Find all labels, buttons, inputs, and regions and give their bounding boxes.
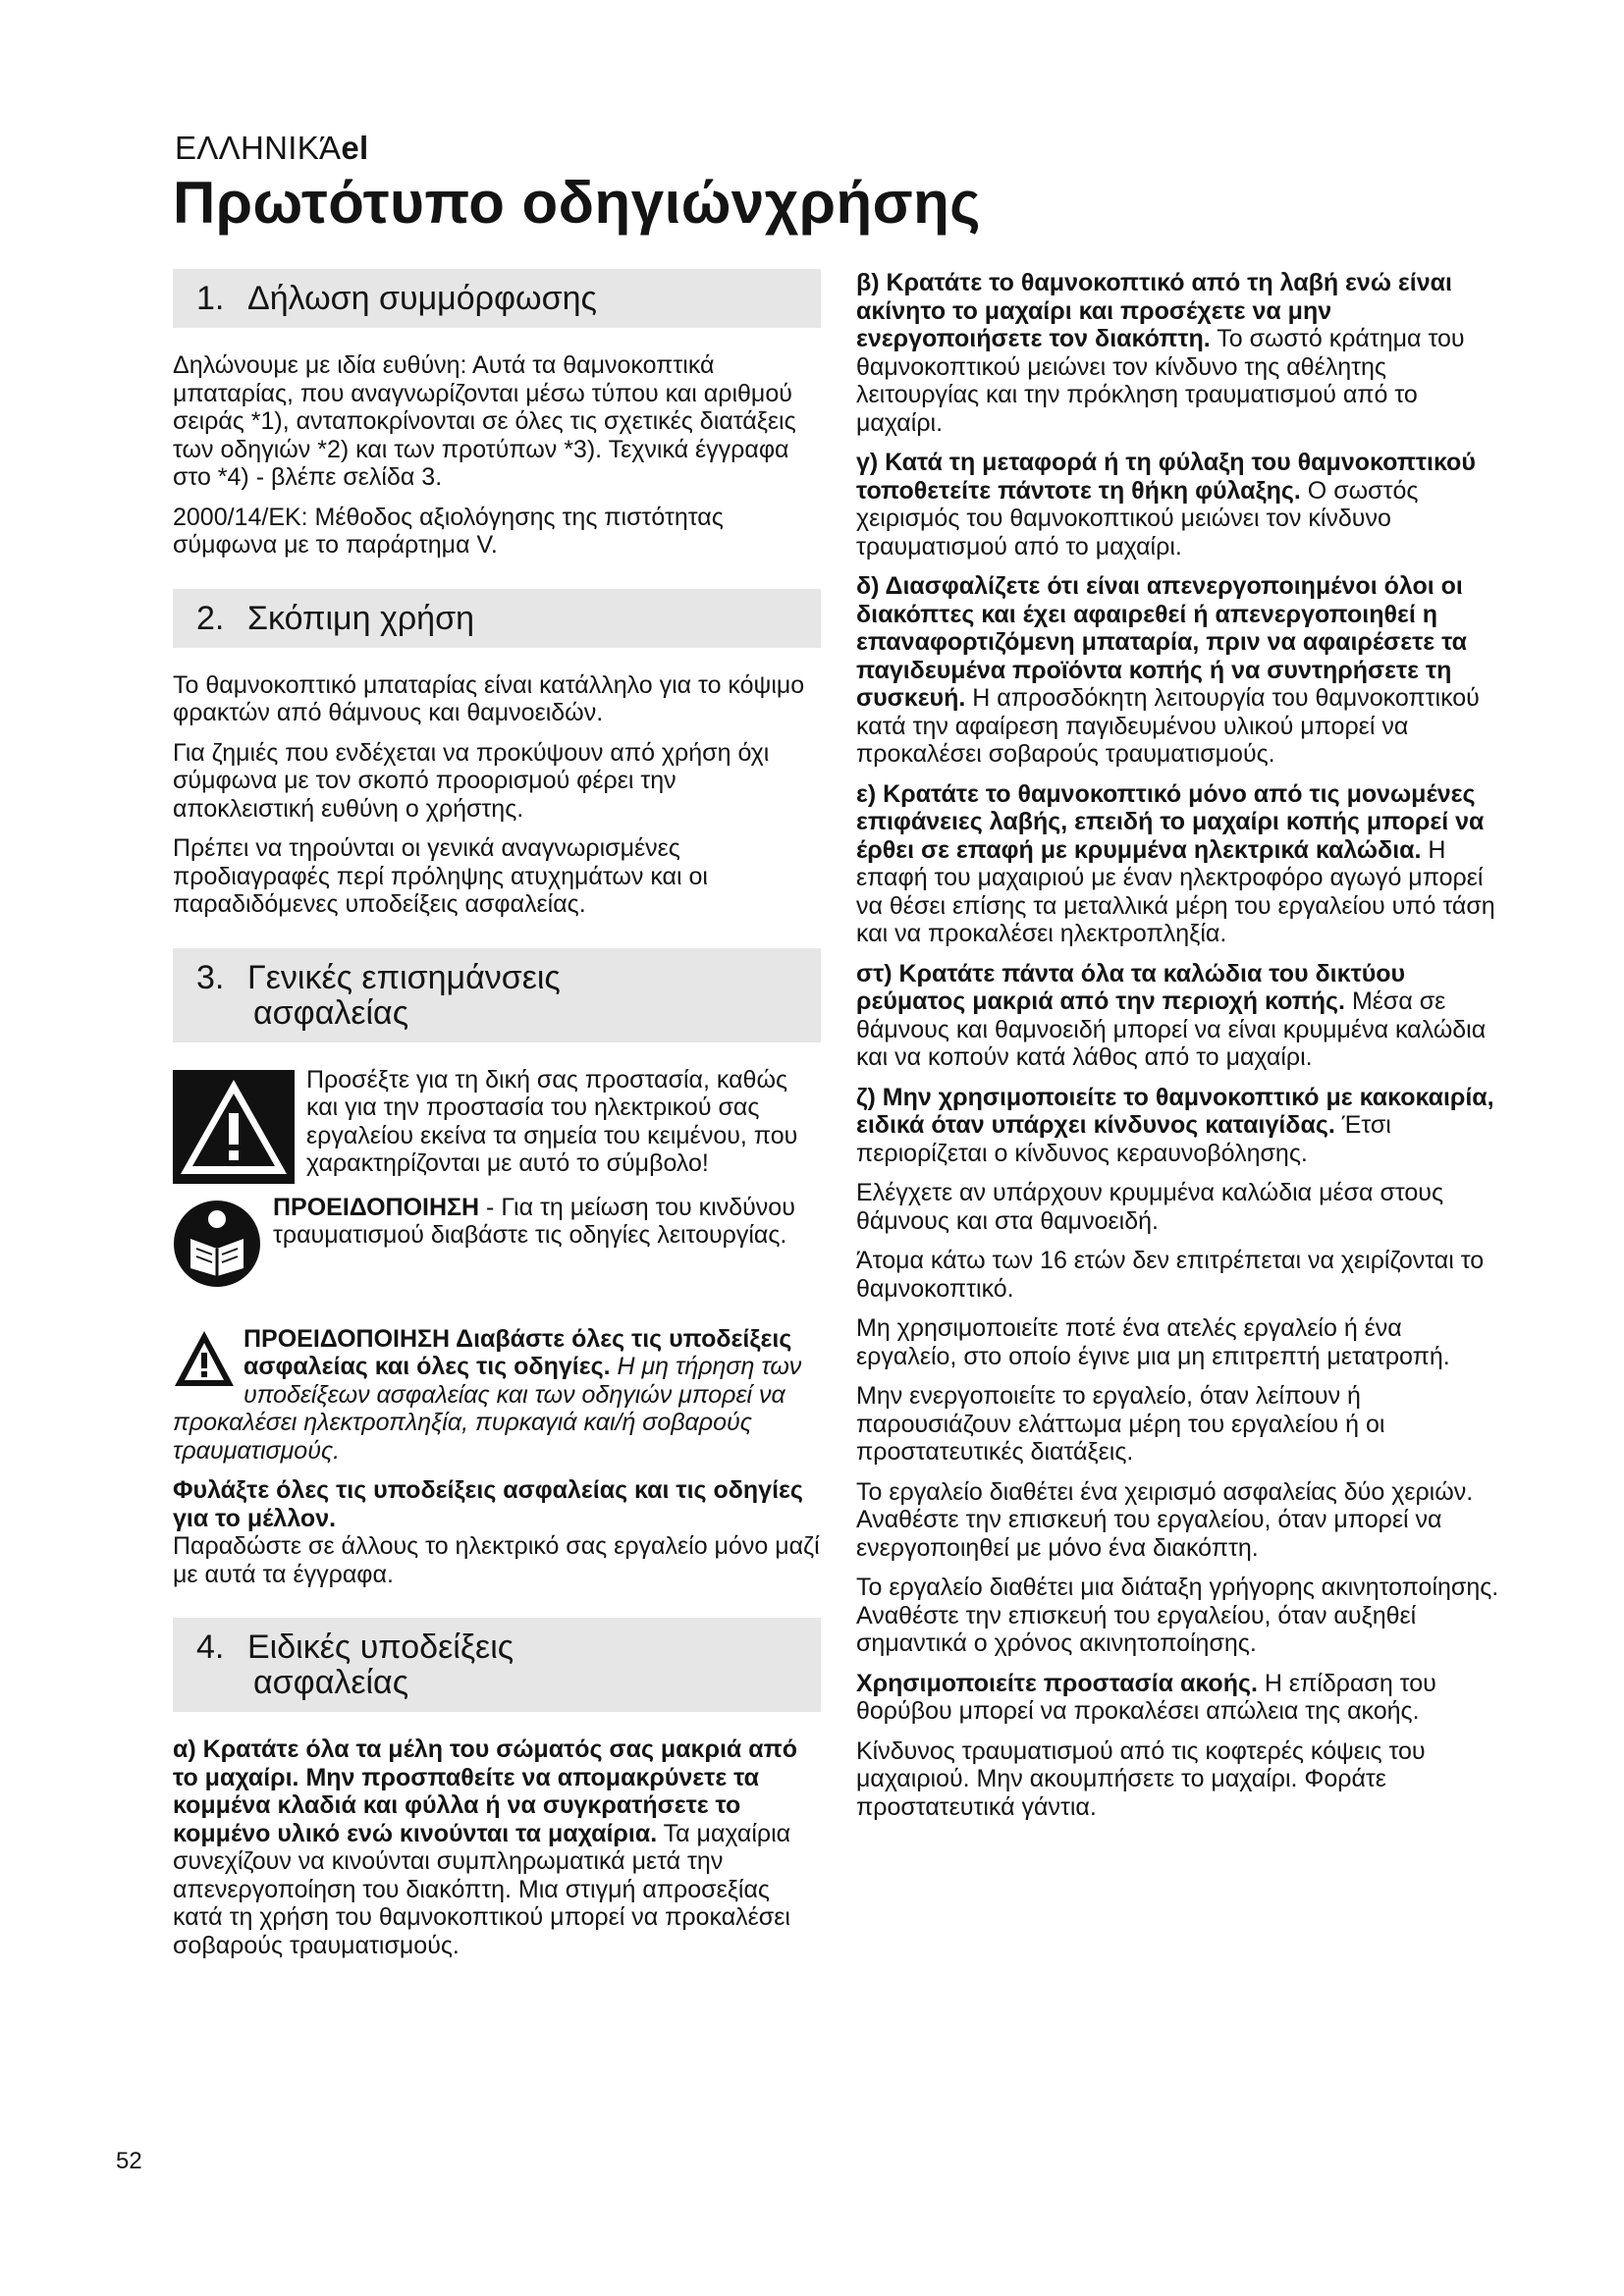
safety-item-d: δ) Διασφαλίζετε ότι είναι απενεργοποιημένοι όλοι οι διακόπτες και έχει αφαιρεθεί ή απενεργοποιηθεί η επαναφορτιζόμενη μπαταρία, πριν να αφαιρέσετε τα παγιδευμένα προϊόντα κοπής ή να συντηρήσετε τη συσκευή. Η απροσδόκητη λειτουργία του θαμνοκοπτικού κατά την αφαίρεση παγιδευμένου υλικού μπορεί να προκαλέσει σοβαρούς τραυματισμούς. (856, 572, 1480, 768)
section-title: Δήλωση συμμόρφωσης (247, 280, 597, 317)
language-code: el (341, 130, 369, 166)
paragraph: Το εργαλείο διαθέτει ένα χειρισμό ασφαλείας δύο χεριών. Αναθέστε την επισκευή του εργαλείου, όταν μπορεί να ενεργοποιηθεί με μόνο ένα διακόπτη. (856, 1477, 1474, 1562)
section-1-heading (173, 269, 821, 328)
safety-item-g: γ) Κατά τη μεταφορά ή τη φύλαξη του θαμνοκοπτικού τοποθετείτε πάντοτε τη θήκη φύλαξης. Ο σωστός χειρισμός του θαμνοκοπτικού μειώνει τον κίνδυνο τραυματισμού από το μαχαίρι. (856, 449, 1476, 561)
warning-triangle-icon (173, 1070, 295, 1184)
safety-item-b: β) Κρατάτε το θαμνοκοπτικό από τη λαβή ενώ είναι ακίνητο το μαχαίρι και προσέχετε να μην ενεργοποιήσετε τον διακόπτη. Το σωστό κράτημα του θαμνοκοπτικού μειώνει τον κίνδυνο της αθέλητης λειτουργίας και την πρόκληση τραυματισμού από το μαχαίρι. (856, 269, 1465, 437)
left-column (173, 269, 821, 1971)
section-title-line2: ασφαλείας (253, 1664, 409, 1701)
warning-text: Προσέξτε για τη δική σας προστασία, καθώς και για την προστασία του ηλεκτρικού σας εργαλείου εκείνα τα σημεία του κειμένου, που χαρακτηρίζονται με αυτό το σύμβολο! (306, 1065, 798, 1177)
section-number: 4. (196, 1629, 225, 1666)
paragraph: Το εργαλείο διαθέτει μια διάταξη γρήγορης ακινητοποίησης. Αναθέστε την επισκευή του εργαλείου, όταν αυξηθεί σημαντικά ο χρόνος ακινητοποίησης. (856, 1574, 1499, 1657)
safety-item-st: στ) Κρατάτε πάντα όλα τα καλώδια του δικτύου ρεύματος μακριά από την περιοχή κοπής. Μέσα σε θάμνους και θαμνοειδή μπορεί να είναι κρυμμένα καλώδια και να κοπούν κατά λάθος από το μαχαίρι. (856, 959, 1487, 1071)
keep-instructions-text: Φυλάξτε όλες τις υποδείξεις ασφαλείας και τις οδηγίες για το μέλλον. Παραδώστε σε άλλους το ηλεκτρικό σας εργαλείο μόνο μαζί με αυτά τα έγγραφα. (173, 1476, 820, 1588)
warning-instructions-text: ΠΡΟΕΙΔΟΠΟΙΗΣΗ Διαβάστε όλες τις υποδείξεις ασφαλείας και όλες τις οδηγίες. Η μη τήρηση των υποδείξεων ασφαλείας και των οδηγιών μπορεί να προκαλέσει ηλεκτροπληξία, πυρκαγιά και/ή σοβαρούς τραυματισμούς. (173, 1324, 802, 1465)
language-name: ΕΛΛΗΝΙΚΆ (175, 130, 342, 166)
section-2-heading (173, 589, 821, 648)
section-title-line2: ασφαλείας (253, 993, 409, 1032)
paragraph: Το θαμνοκοπτικό μπαταρίας είναι κατάλληλο για το κόψιμο φρακτών από θάμνους και θαμνοειδών. (173, 670, 805, 726)
page-title: Πρωτότυπο οδηγιώνχρήσης (173, 170, 981, 236)
paragraph: Πρέπει να τηρούνται οι γενικά αναγνωρισμένες προδιαγραφές περί πρόληψης ατυχημάτων και οι παραδιδόμενες υποδείξεις ασφαλείας. (173, 834, 708, 918)
paragraph: Άτομα κάτω των 16 ετών δεν επιτρέπεται να χειρίζονται το θαμνοκοπτικό. (856, 1247, 1485, 1303)
paragraph: Μην ενεργοποιείτε το εργαλείο, όταν λείπουν ή παρουσιάζουν ελάττωμα μέρη του εργαλείου ή οι προστατευτικές διατάξεις. (856, 1382, 1385, 1466)
safety-item-z: ζ) Μην χρησιμοποιείτε το θαμνοκοπτικό με κακοκαιρία, ειδικά όταν υπάρχει κίνδυνος καταιγίδας. Έτσι περιορίζεται ο κίνδυνος κεραυνοβόλησης. (856, 1083, 1494, 1167)
paragraph: Δηλώνουμε με ιδία ευθύνη: Αυτά τα θαμνοκοπτικά μπαταρίας, που αναγνωρίζονται μέσω τύπου και αριθμού σειράς *1), ανταποκρίνονται σε όλες τις σχετικές διατάξεις των οδηγιών *2) και των προτύπων *3). Τεχνικά έγγραφα στο *4) - βλέπε σελίδα 3. (173, 351, 796, 491)
section-title: Σκόπιμη χρήση (247, 599, 474, 637)
section-number: 3. (196, 958, 225, 996)
right-column (856, 269, 1504, 1833)
safety-item-e: ε) Κρατάτε το θαμνοκοπτικό μόνο από τις μονωμένες επιφάνειες λαβής, επειδή το μαχαίρι κοπής μπορεί να έρθει σε επαφή με κρυμμένα ηλεκτρικά καλώδια. Η επαφή του μαχαιριού με έναν ηλεκτροφόρο αγωγό μπορεί να θέσει επίσης τα μεταλλικά μέρη του εργαλείου υπό τάση και να προκαλέσει ηλεκτροπληξία. (856, 779, 1495, 947)
page-number: 52 (116, 2148, 142, 2174)
paragraph: Για ζημιές που ενδέχεται να προκύψουν από χρήση όχι σύμφωνα με τον σκοπό προορισμού φέρει την αποκλειστική ευθύνη ο χρήστης. (173, 738, 770, 823)
paragraph: Κίνδυνος τραυματισμού από τις κοφτερές κόψεις του μαχαιριού. Μην ακουμπήσετε το μαχαίρι. Φοράτε προστατευτικά γάντια. (856, 1736, 1426, 1821)
read-manual-block (173, 1194, 821, 1292)
hearing-protection-text: Χρησιμοποιείτε προστασία ακοής. Η επίδραση του θορύβου μπορεί να προκαλέσει απώλεια της ακοής. (856, 1669, 1436, 1725)
section-3-heading (173, 948, 821, 1042)
read-manual-icon (173, 1200, 261, 1288)
read-manual-text: ΠΡΟΕΙΔΟΠΟΙΗΣΗ - Για τη μείωση του κινδύνου τραυματισμού διαβάστε τις οδηγίες λειτουργίας. (273, 1193, 795, 1249)
paragraph: 2000/14/ΕΚ: Μέθοδος αξιολόγησης της πιστότητας σύμφωνα με το παράρτημα V. (173, 503, 724, 559)
section-number: 2. (196, 599, 225, 637)
section-4-heading (173, 1618, 821, 1712)
paragraph: Μη χρησιμοποιείτε ποτέ ένα ατελές εργαλείο ή ένα εργαλείο, στο οποίο έγινε μια μη επιτρεπτή μετατροπή. (856, 1314, 1450, 1370)
safety-item-a: α) Κρατάτε όλα τα μέλη του σώματός σας μακριά από το μαχαίρι. Μην προσπαθείτε να απομακρύνετε τα κομμένα κλαδιά και φύλλα ή να συγκρατήσετε το κομμένο υλικό ενώ κινούνται τα μαχαίρια. Τα μαχαίρια συνεχίζουν να κινούνται συμπληρωματικά μετά την απενεργοποίηση του διακόπτη. Μια στιγμή απροσεξίας κατά τη χρήση του θαμνοκοπτικού μπορεί να προκαλέσει σοβαρούς τραυματισμούς. (173, 1735, 797, 1959)
section-number: 1. (196, 280, 225, 317)
section-title-line1: Ειδικές υποδείξεις (247, 1629, 514, 1666)
language-label (175, 130, 369, 167)
section-title-line1: Γενικές επισημάνσεις (247, 958, 561, 996)
warning-triangle-icon (173, 1329, 236, 1388)
paragraph: Ελέγχετε αν υπάρχουν κρυμμένα καλώδια μέσα στους θάμνους και στα θαμνοειδή. (856, 1179, 1444, 1235)
warning-all-instructions (173, 1325, 821, 1466)
warning-block (173, 1066, 821, 1190)
